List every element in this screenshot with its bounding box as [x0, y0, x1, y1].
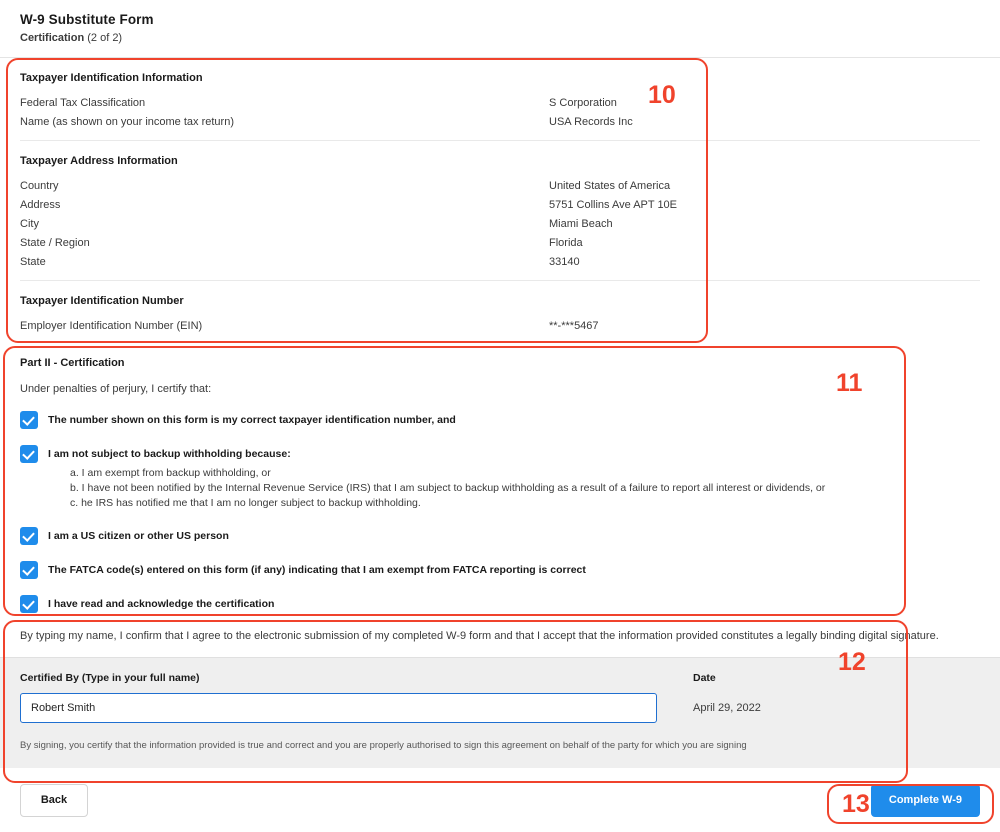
annotation-number-11: 11	[836, 369, 863, 397]
list-item: c. he IRS has notified me that I am no longer subject to backup withholding.	[70, 497, 421, 509]
complete-w9-button[interactable]: Complete W-9	[871, 784, 980, 817]
footer-bar	[0, 768, 1000, 832]
certification-item-label: The FATCA code(s) entered on this form (if any) indicating that I am exempt from FATCA reporting is correct	[48, 564, 586, 576]
table-row	[20, 317, 980, 336]
certification-item-4[interactable]	[20, 545, 980, 579]
taxpayer-address-information-section	[0, 141, 1000, 280]
step-count: (2 of 2)	[87, 32, 123, 44]
table-row	[20, 94, 980, 113]
page-header	[0, 0, 1000, 58]
field-label: City	[20, 218, 39, 230]
page-subtitle	[20, 32, 980, 44]
checkbox-us-person[interactable]	[20, 527, 38, 545]
field-label: State / Region	[20, 237, 90, 249]
section-title: Taxpayer Identification Information	[20, 72, 203, 84]
table-row	[20, 215, 980, 234]
section-title: Part II - Certification	[20, 357, 125, 369]
table-row	[20, 253, 980, 272]
field-value: 5751 Collins Ave APT 10E	[549, 199, 678, 211]
taxpayer-identification-information-section	[0, 58, 1000, 140]
certification-item-3[interactable]	[20, 511, 980, 545]
list-item: b. I have not been notified by the Internal Revenue Service (IRS) that I am subject to backup withholding as a result of a failure to report all interest or dividends, or	[70, 482, 826, 494]
field-value: USA Records Inc	[549, 116, 633, 128]
field-value: Miami Beach	[549, 218, 613, 230]
field-label: State	[20, 256, 46, 268]
part-ii-certification-section	[0, 344, 1000, 613]
certified-by-label: Certified By (Type in your full name)	[20, 672, 200, 684]
back-button[interactable]: Back	[20, 784, 88, 817]
certification-item-label: The number shown on this form is my correct taxpayer identification number, and	[48, 414, 456, 426]
checkbox-acknowledge[interactable]	[20, 595, 38, 613]
certified-by-input[interactable]	[20, 693, 657, 723]
certification-item-label: I am a US citizen or other US person	[48, 530, 229, 542]
annotation-number-10: 10	[648, 81, 676, 109]
section-title: Taxpayer Address Information	[20, 155, 178, 167]
field-label: Country	[20, 180, 59, 192]
date-column	[675, 672, 761, 714]
certification-item-1[interactable]	[20, 395, 980, 429]
certified-by-column	[20, 672, 675, 723]
field-label: Employer Identification Number (EIN)	[20, 320, 203, 332]
signature-band	[0, 657, 1000, 779]
table-row	[20, 196, 980, 215]
certification-sub-list	[48, 466, 825, 511]
step-label: Certification	[20, 32, 85, 44]
list-item: a. I am exempt from backup withholding, or	[70, 467, 271, 479]
table-row	[20, 234, 980, 253]
table-row	[20, 113, 980, 132]
certification-intro: Under penalties of perjury, I certify that:	[20, 383, 212, 395]
certification-item-2[interactable]	[20, 429, 980, 511]
annotation-number-13: 13	[842, 790, 870, 818]
field-value: 33140	[549, 256, 580, 268]
field-label: Federal Tax Classification	[20, 97, 146, 109]
date-label: Date	[693, 672, 716, 684]
signature-disclaimer: By signing, you certify that the information provided is true and correct and you are properly authorised to sign this agreement on behalf of the party for which you are signing	[20, 740, 747, 751]
certification-item-5[interactable]	[20, 579, 980, 613]
taxpayer-identification-number-section	[0, 281, 1000, 344]
table-row	[20, 177, 980, 196]
field-value: S Corporation	[549, 97, 617, 109]
field-value: **-***5467	[549, 320, 599, 332]
checkbox-tin-correct[interactable]	[20, 411, 38, 429]
checkbox-fatca[interactable]	[20, 561, 38, 579]
field-label: Name (as shown on your income tax return)	[20, 116, 234, 128]
date-value: April 29, 2022	[693, 702, 761, 714]
certification-item-label: I have read and acknowledge the certification	[48, 598, 275, 610]
signature-note: By typing my name, I confirm that I agree to the electronic submission of my completed W-9 form and that I accept that the information provided constitutes a legally binding digital signature.	[20, 630, 939, 642]
field-value: United States of America	[549, 180, 671, 192]
field-label: Address	[20, 199, 61, 211]
field-value: Florida	[549, 237, 583, 249]
checkbox-backup-withholding[interactable]	[20, 445, 38, 463]
certification-item-label: I am not subject to backup withholding because:	[48, 448, 291, 460]
page-title: W-9 Substitute Form	[20, 12, 154, 27]
section-title: Taxpayer Identification Number	[20, 295, 184, 307]
annotation-number-12: 12	[838, 648, 866, 676]
signature-row	[20, 672, 980, 723]
